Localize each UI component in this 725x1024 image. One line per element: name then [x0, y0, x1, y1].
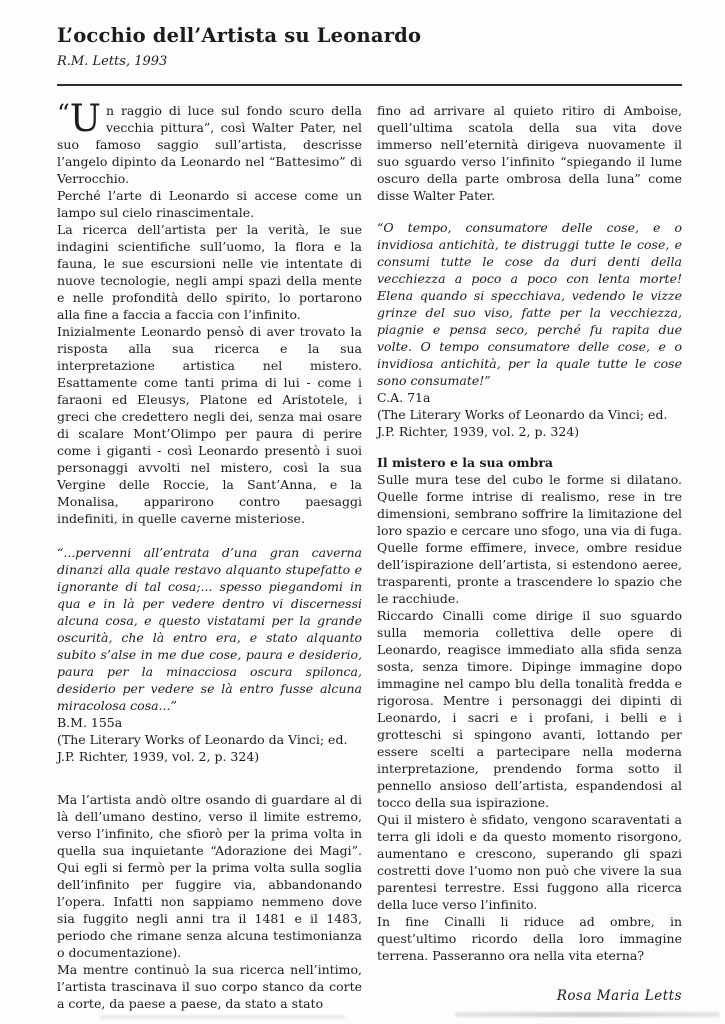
- page-title: L’occhio dell’Artista su Leonardo: [57, 24, 422, 47]
- paragraph: Perché l’arte di Leonardo si accese come un lampo sul cielo rinascimentale.: [57, 188, 362, 221]
- spacer: [57, 765, 362, 791]
- scan-artifact: [100, 1015, 345, 1019]
- spacer: [377, 440, 682, 454]
- open-quote-mark: “: [57, 99, 70, 129]
- page-header: [0, 0, 725, 69]
- author-signature: Rosa Maria Letts: [556, 988, 682, 1005]
- paragraph: La ricerca dell’artista per la verità, le sue indagini scientifiche sull’uomo, la flora e la fauna, le sue escursioni nelle vie intentate di nuove tecnologie, negli ampi spazi della mente e nelle profondità dello spirito, lo portarono alla fine a faccia a faccia con l’infinito.: [57, 222, 362, 323]
- left-column: [57, 97, 362, 1012]
- right-column: [377, 102, 682, 1012]
- citation: (The Literary Works of Leonardo da Vinci; ed. J.P. Richter, 1939, vol. 2, p. 324): [57, 732, 348, 765]
- spacer: [57, 527, 362, 544]
- paragraph: Ma l’artista andò oltre osando di guardare al di là dell’umano destino, verso il limite estremo, verso l’infinito, che sfiorò per la prima volta in quella sua inquietante “Adorazione dei Magi”. Qui egli si fermò per la prima volta sulla soglia dell’infinito per fuggire via, abbandonando l’opera. Infatti non sappiamo nemmeno dove sia fuggito negli anni tra il 1481 e il 1483, periodo che rimane senza alcuna testimonianza o documentazione).: [57, 792, 362, 961]
- paragraph: fino ad arrivare al quieto ritiro di Amboise, quell’ultima scatola della sua vita dove immerso nell’eternità dirigeva nuovamente il suo sguardo verso l’infinito “spiegando il lume oscuro della parte ombrosa della luna” come disse Walter Pater.: [377, 103, 682, 204]
- drop-cap-letter: U: [69, 97, 101, 141]
- section-heading: Il mistero e la sua ombra: [377, 455, 554, 471]
- spacer: [377, 204, 682, 219]
- quotation-block: “...pervenni all’entrata d’una gran caverna dinanzi alla quale restavo alquanto stupefatto e ignorante di tal cosa;... spesso piegandomi in qua e in là per vedere dentro vi discernessi alcuna cosa, e questo vistatami per la grande oscurità, che là entro era, e stato alquanto subito s’alse in me due cose, paura e desiderio, paura per la minacciosa oscura spilonca, desiderio per vedere se là entro fusse alcuna miracolosa cosa...”: [57, 545, 362, 714]
- paragraph: In fine Cinalli li riduce ad ombre, in quest’ultimo ricordo della loro immagine terrena. Passeranno ora nella vita eterna?: [377, 914, 682, 964]
- paragraph: Qui il mistero è sfidato, vengono scaraventati a terra gli idoli e da questo momento risorgono, aumentano e crescono, superando gli spazi costretti dove l’uomo non può che vivere la sua parentesi terrestre. Essi fuggono alla ricerca della luce verso l’infinito.: [377, 812, 682, 913]
- paragraph: Inizialmente Leonardo pensò di aver trovato la risposta alla sua ricerca e la sua interpretazione artistica nel mistero. Esattamente come tanti prima di lui - come i faraoni ed Eleusys, Platone ed Aristotele, i greci che credettero negli dei, senza mai osare di scalare Mont’Olimpo per paura di perire come i giganti - così Leonardo presentò i suoi personaggi avvolti nel mistero, così la sua Vergine delle Roccie, la Sant’Anna, e la Monalisa, apparirono contro paesaggi indefiniti, in quelle caverne misteriose.: [57, 324, 362, 527]
- byline: R.M. Letts, 1993: [57, 54, 168, 70]
- citation: C.A. 71a: [377, 390, 431, 406]
- citation: B.M. 155a: [57, 715, 123, 731]
- scan-artifact: [455, 1012, 720, 1017]
- two-column-body: [57, 97, 682, 1012]
- opening-paragraph: “U n raggio di luce sul fondo scuro della vecchia pittura”, così Walter Pater, nel suo famoso saggio sull’artista, descrisse l’angelo dipinto da Leonardo nel “Battesimo” di Verrocchio.: [57, 97, 362, 187]
- paragraph: Sulle mura tese del cubo le forme si dilatano. Quelle forme intrise di realismo, rese in tre dimensioni, sembrano soffrire la limitazione del loro spazio e cercare uno sfogo, una via di fuga. Quelle forme effimere, invece, ombre residue dell’ispirazione dell’artista, si estendono aeree, trasparenti, pronte a trascendere lo spazio che le racchiude.: [377, 472, 682, 607]
- header-divider: [57, 84, 682, 86]
- paragraph: Ma mentre continuò la sua ricerca nell’intimo, l’artista trascinava il suo corpo stanco da corte a corte, da paese a paese, da stato a stato: [57, 962, 362, 1012]
- paragraph: Riccardo Cinalli come dirige il suo sguardo sulla memoria collettiva delle opere di Leonardo, reagisce immediato alla sfida senza sosta, senza timore. Dipinge immagine dopo immagine nel campo blu della tonalità fredda e rigorosa. Mentre i personaggi dei dipinti di Leonardo, i sacri e i profani, i belli e i grotteschi si spingono avanti, lottando per essere scelti a partecipare nella moderna interpretazione, prendendo forma sotto il pennello ansioso dell’artista, espandendosi al tocco della sua ispirazione.: [377, 608, 682, 811]
- drop-cap: [57, 97, 101, 141]
- citation: (The Literary Works of Leonardo da Vinci; ed. J.P. Richter, 1939, vol. 2, p. 324): [377, 407, 668, 440]
- quotation-block: “O tempo, consumatore delle cose, e o invidiosa antichità, te distruggi tutte le cose, e consumi tutte le cose da duri denti della vecchiezza a poco a poco con lenta morte! Elena quando si specchiava, vedendo le vizze grinze del suo viso, fatte per la vecchiezza, piagnie e pensa seco, perché fu rapita due volte. O tempo consumatore delle cose, e o invidiosa antichità, per la quale tutte le cose sono consumate!”: [377, 220, 682, 389]
